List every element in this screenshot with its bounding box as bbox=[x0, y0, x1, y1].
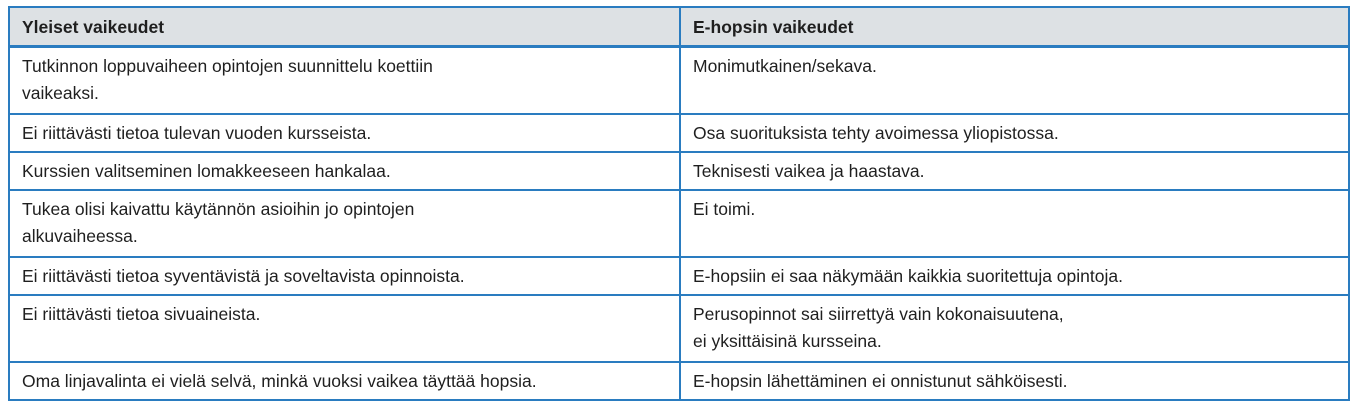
cell-text-line: Teknisesti vaikea ja haastava. bbox=[693, 161, 925, 181]
cell-text-line: Ei riittävästi tietoa syventävistä ja soveltavista opinnoista. bbox=[22, 266, 465, 286]
cell-text-line: Osa suorituksista tehty avoimessa yliopistossa. bbox=[693, 123, 1059, 143]
cell-text-line: Oma linjavalinta ei vielä selvä, minkä vuoksi vaikea täyttää hopsia. bbox=[22, 371, 537, 391]
cell-general bbox=[9, 152, 680, 190]
cell-text-line: Tutkinnon loppuvaiheen opintojen suunnittelu koettiin bbox=[22, 56, 433, 76]
table-row bbox=[9, 152, 1349, 190]
cell-ehops bbox=[680, 47, 1349, 115]
table-row bbox=[9, 114, 1349, 152]
difficulties-table-wrapper bbox=[8, 6, 1348, 401]
cell-ehops bbox=[680, 114, 1349, 152]
cell-general bbox=[9, 257, 680, 295]
cell-text-line: Perusopinnot sai siirrettyä vain kokonaisuutena, bbox=[693, 304, 1064, 324]
cell-text-line: Tukea olisi kaivattu käytännön asioihin jo opintojen bbox=[22, 199, 415, 219]
cell-general bbox=[9, 190, 680, 257]
table-row bbox=[9, 47, 1349, 115]
cell-text-line: Kurssien valitseminen lomakkeeseen hankalaa. bbox=[22, 161, 391, 181]
difficulties-table bbox=[8, 6, 1350, 401]
cell-general bbox=[9, 362, 680, 400]
cell-text-line: ei yksittäisinä kursseina. bbox=[693, 331, 882, 351]
cell-text-line: vaikeaksi. bbox=[22, 83, 99, 103]
cell-general bbox=[9, 47, 680, 115]
cell-ehops bbox=[680, 257, 1349, 295]
cell-general bbox=[9, 114, 680, 152]
table-row bbox=[9, 190, 1349, 257]
cell-ehops bbox=[680, 152, 1349, 190]
cell-ehops bbox=[680, 295, 1349, 362]
cell-general bbox=[9, 295, 680, 362]
cell-text-line: Ei riittävästi tietoa sivuaineista. bbox=[22, 304, 261, 324]
table-row bbox=[9, 257, 1349, 295]
table-row bbox=[9, 295, 1349, 362]
cell-text-line: E-hopsiin ei saa näkymään kaikkia suoritettuja opintoja. bbox=[693, 266, 1123, 286]
cell-text-line: Ei riittävästi tietoa tulevan vuoden kursseista. bbox=[22, 123, 372, 143]
header-ehops-difficulties: E-hopsin vaikeudet bbox=[680, 7, 1349, 47]
cell-text-line: E-hopsin lähettäminen ei onnistunut sähköisesti. bbox=[693, 371, 1068, 391]
cell-text-line: Ei toimi. bbox=[693, 199, 756, 219]
header-general-difficulties: Yleiset vaikeudet bbox=[9, 7, 680, 47]
cell-text-line: alkuvaiheessa. bbox=[22, 226, 138, 246]
table-row bbox=[9, 362, 1349, 400]
cell-ehops bbox=[680, 190, 1349, 257]
cell-ehops bbox=[680, 362, 1349, 400]
cell-text-line: Monimutkainen/sekava. bbox=[693, 56, 877, 76]
table-header-row bbox=[9, 7, 1349, 47]
